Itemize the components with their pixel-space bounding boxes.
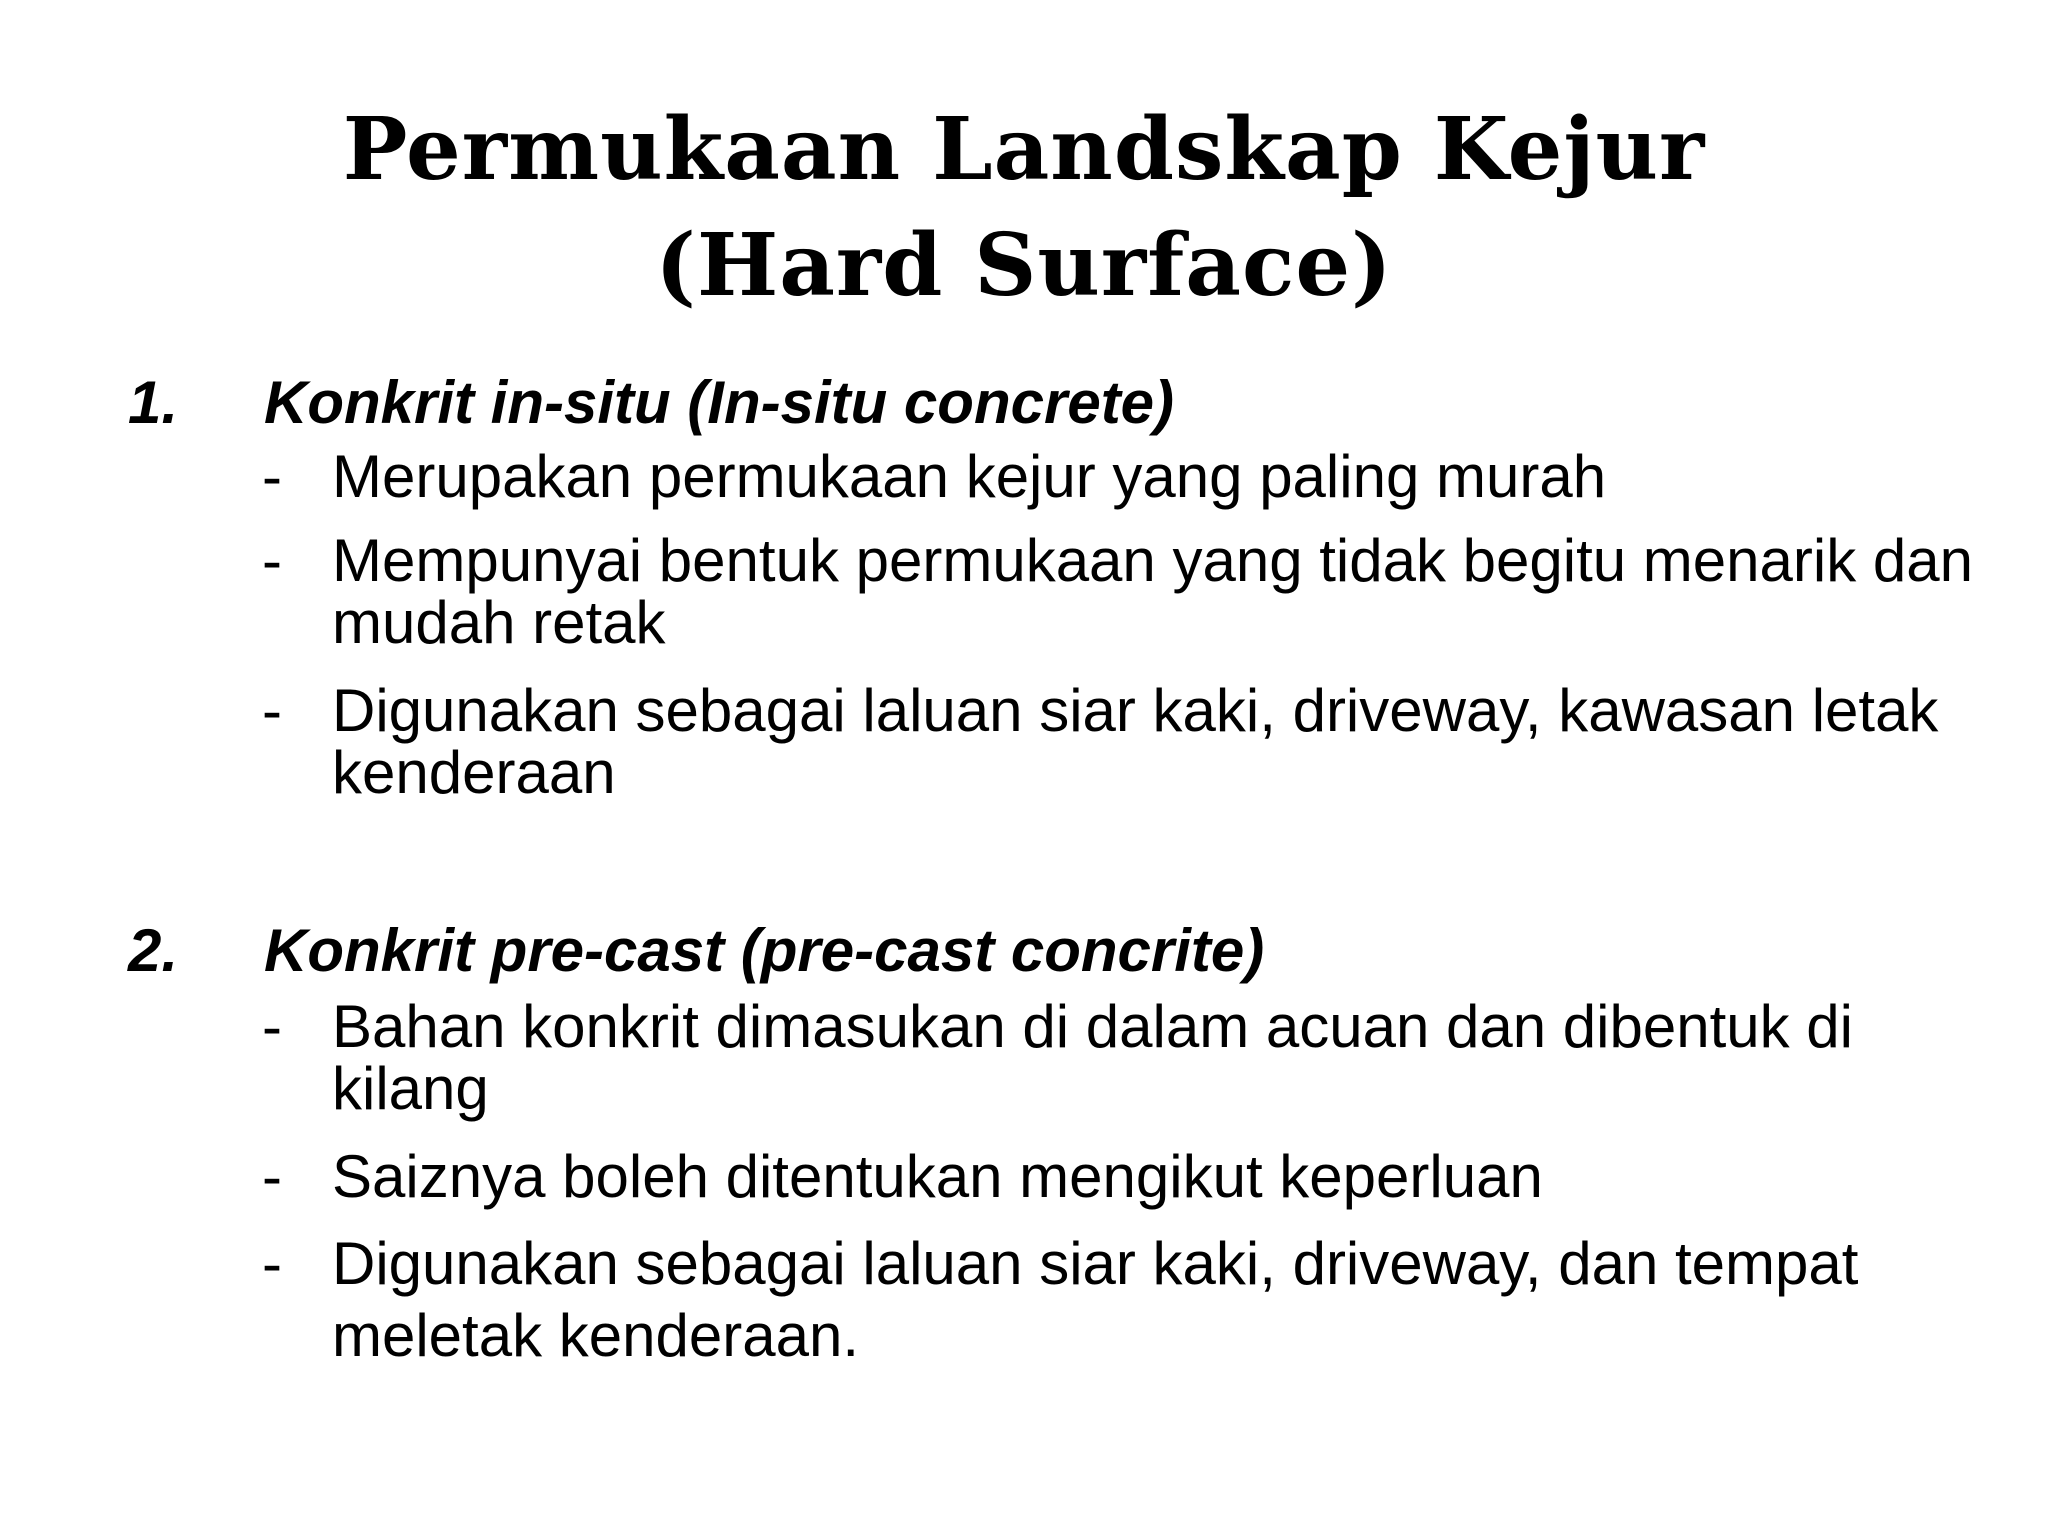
bullet-dash: - (262, 993, 282, 1060)
section-1-bullet-3 (262, 677, 1982, 806)
slide-title-line-1: Permukaan Landskap Kejur (342, 99, 1706, 200)
section-1-number: 1. (128, 369, 179, 436)
section-2-number: 2. (128, 917, 179, 984)
bullet-dash: - (262, 443, 282, 510)
bullet-dash: - (262, 527, 282, 594)
section-1-bullet-2 (262, 527, 1982, 656)
bullet-text: Digunakan sebagai laluan siar kaki, driveway, dan tempat meletak kenderaan. (332, 1230, 1859, 1369)
section-2-title: Konkrit pre-cast (pre-cast concrite) (264, 917, 1265, 984)
section-2-bullet-1 (262, 993, 1982, 1122)
bullet-text: Bahan konkrit dimasukan di dalam acuan dan dibentuk di kilang (332, 993, 1853, 1122)
bullet-dash: - (262, 1230, 282, 1297)
bullet-text: Saiznya boleh ditentukan mengikut keperluan (332, 1143, 1543, 1210)
bullet-dash: - (262, 1143, 282, 1210)
bullet-text: Mempunyai bentuk permukaan yang tidak begitu menarik dan mudah retak (332, 527, 1973, 656)
bullet-dash: - (262, 677, 282, 744)
section-2-heading (128, 918, 1264, 984)
section-1-title: Konkrit in-situ (In-situ concrete) (264, 369, 1175, 436)
section-1-bullet-1 (262, 443, 1982, 510)
bullet-text: Digunakan sebagai laluan siar kaki, driveway, kawasan letak kenderaan (332, 677, 1939, 806)
section-2-bullet-3 (262, 1228, 1982, 1372)
section-2-bullet-2 (262, 1143, 1982, 1210)
section-1-heading (128, 370, 1174, 436)
bullet-text: Merupakan permukaan kejur yang paling murah (332, 443, 1607, 510)
slide-title (0, 92, 2048, 324)
slide-title-line-2: (Hard Surface) (655, 215, 1393, 316)
